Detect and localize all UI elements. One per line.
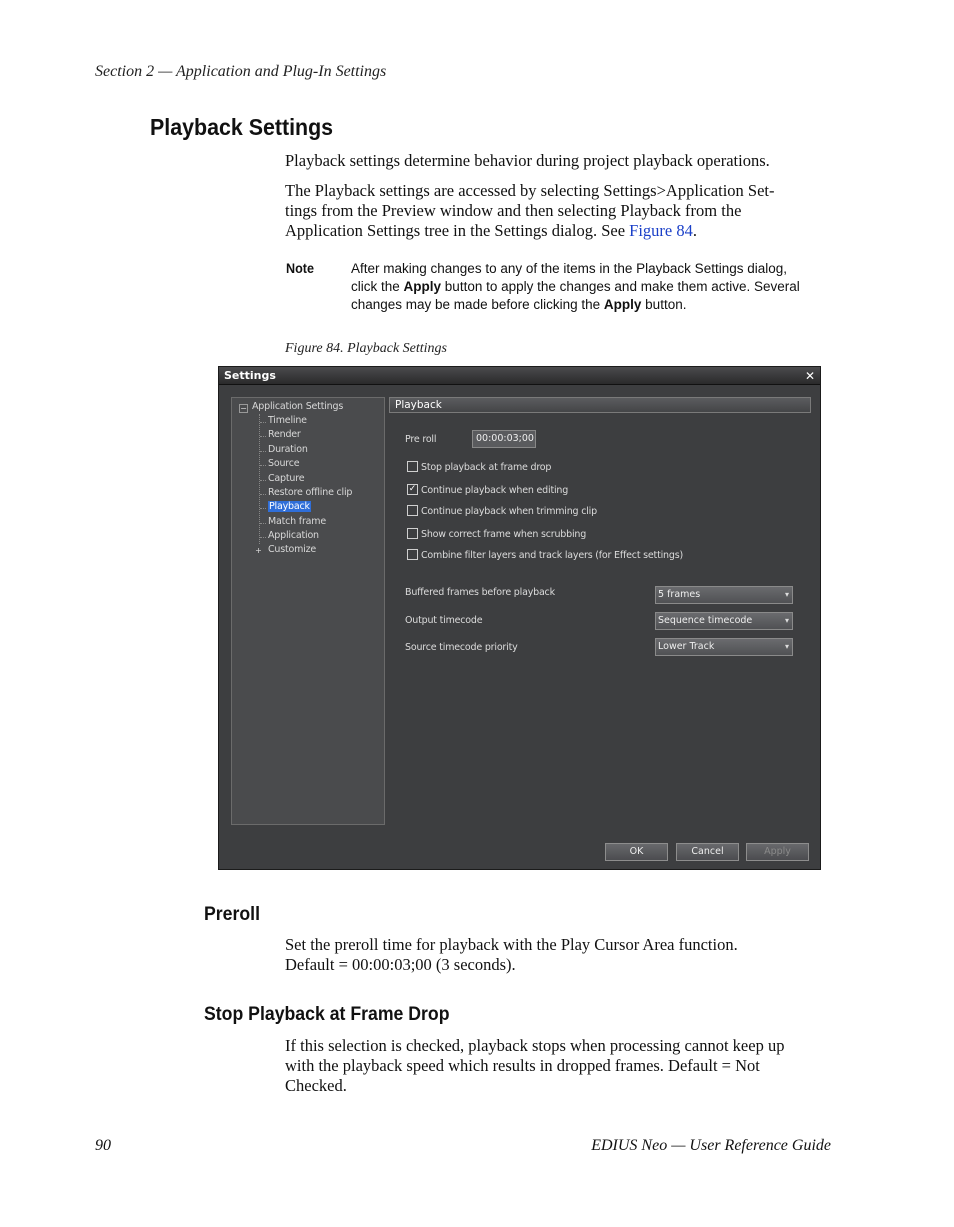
output-timecode-select[interactable]: Sequence timecode ▾ [655,612,793,630]
page-title: Playback Settings [150,114,334,140]
settings-tree [231,397,385,825]
tree-item-capture[interactable]: Capture [268,473,305,484]
preroll-input[interactable]: 00:00:03;00 [472,430,536,448]
source-timecode-priority-label: Source timecode priority [405,642,518,653]
ok-button[interactable]: OK [605,843,668,861]
dialog-title: Settings [224,369,276,382]
source-timecode-priority-select[interactable]: Lower Track ▾ [655,638,793,656]
chevron-down-icon: ▾ [784,616,789,625]
apply-button[interactable]: Apply [746,843,809,861]
access-paragraph: The Playback settings are accessed by selecting Settings>Application Set- tings from the Preview window and then selecting Playback from the Application Settings tree in the Settings dialog. See Figure 84. [285,181,775,240]
chevron-down-icon: ▾ [784,642,789,651]
running-footer: EDIUS Neo — User Reference Guide [591,1137,831,1154]
tree-branch [260,465,266,466]
expand-icon[interactable]: + [255,546,262,555]
intro-paragraph: Playback settings determine behavior during project playback operations. [285,151,770,170]
buffered-frames-label: Buffered frames before playback [405,587,555,598]
close-icon[interactable]: ✕ [804,369,815,383]
cancel-button[interactable]: Cancel [676,843,739,861]
tree-item-source[interactable]: Source [268,458,300,469]
tree-branch [260,451,266,452]
dialog-title-bar [219,367,820,385]
buffered-frames-select[interactable]: 5 frames ▾ [655,586,793,604]
collapse-icon[interactable]: − [240,404,247,413]
continue-trimming-checkbox[interactable] [407,505,418,516]
combine-filter-layers-checkbox[interactable] [407,549,418,560]
output-timecode-label: Output timecode [405,615,483,626]
running-header: Section 2 — Application and Plug-In Settings [95,63,387,80]
figure-caption: Figure 84. Playback Settings [285,341,447,356]
tree-branch [260,523,266,524]
tree-item-match-frame[interactable]: Match frame [268,516,326,527]
preroll-label: Pre roll [405,434,437,445]
stop-playback-paragraph: If this selection is checked, playback stops when processing cannot keep up with the playback speed which results in dropped frames. Default = Not Checked. [285,1036,785,1095]
continue-editing-checkbox[interactable]: ✓ [408,484,417,494]
panel-title: Playback [389,397,811,413]
tree-branch [260,436,266,437]
tree-item-timeline[interactable]: Timeline [268,415,307,426]
chevron-down-icon: ▾ [784,590,789,599]
figure-84-link[interactable]: Figure 84 [629,221,693,240]
preroll-paragraph: Set the preroll time for playback with the Play Cursor Area function. Default = 00:00:03;00 (3 seconds). [285,935,738,974]
note-text: After making changes to any of the items in the Playback Settings dialog, click the Apply button to apply the changes and make them active. Several changes may be made before clicking the Apply button. [351,261,800,312]
tree-connector [259,414,260,544]
tree-branch [260,480,266,481]
tree-item-application[interactable]: Application [268,530,319,541]
page-number: 90 [95,1137,111,1154]
note-label: Note [286,260,315,276]
continue-editing-label: Continue playback when editing [421,485,569,496]
combine-filter-layers-label: Combine filter layers and track layers (for Effect settings) [421,550,683,561]
show-correct-frame-checkbox[interactable] [407,528,418,539]
tree-branch [260,537,266,538]
tree-branch [260,494,266,495]
tree-item-customize[interactable]: Customize [268,544,317,555]
show-correct-frame-label: Show correct frame when scrubbing [421,529,587,540]
preroll-heading: Preroll [204,904,260,925]
tree-item-restore-offline-clip[interactable]: Restore offline clip [268,487,353,498]
stop-playback-label: Stop playback at frame drop [421,462,552,473]
tree-branch [260,422,266,423]
tree-item-render[interactable]: Render [268,429,301,440]
stop-playback-checkbox[interactable] [407,461,418,472]
settings-dialog [218,366,821,870]
tree-item-playback[interactable]: Playback [269,501,310,512]
tree-branch [260,508,266,509]
tree-root-application-settings[interactable]: Application Settings [252,401,344,412]
continue-trimming-label: Continue playback when trimming clip [421,506,597,517]
tree-item-duration[interactable]: Duration [268,444,308,455]
stop-playback-heading: Stop Playback at Frame Drop [204,1004,450,1025]
